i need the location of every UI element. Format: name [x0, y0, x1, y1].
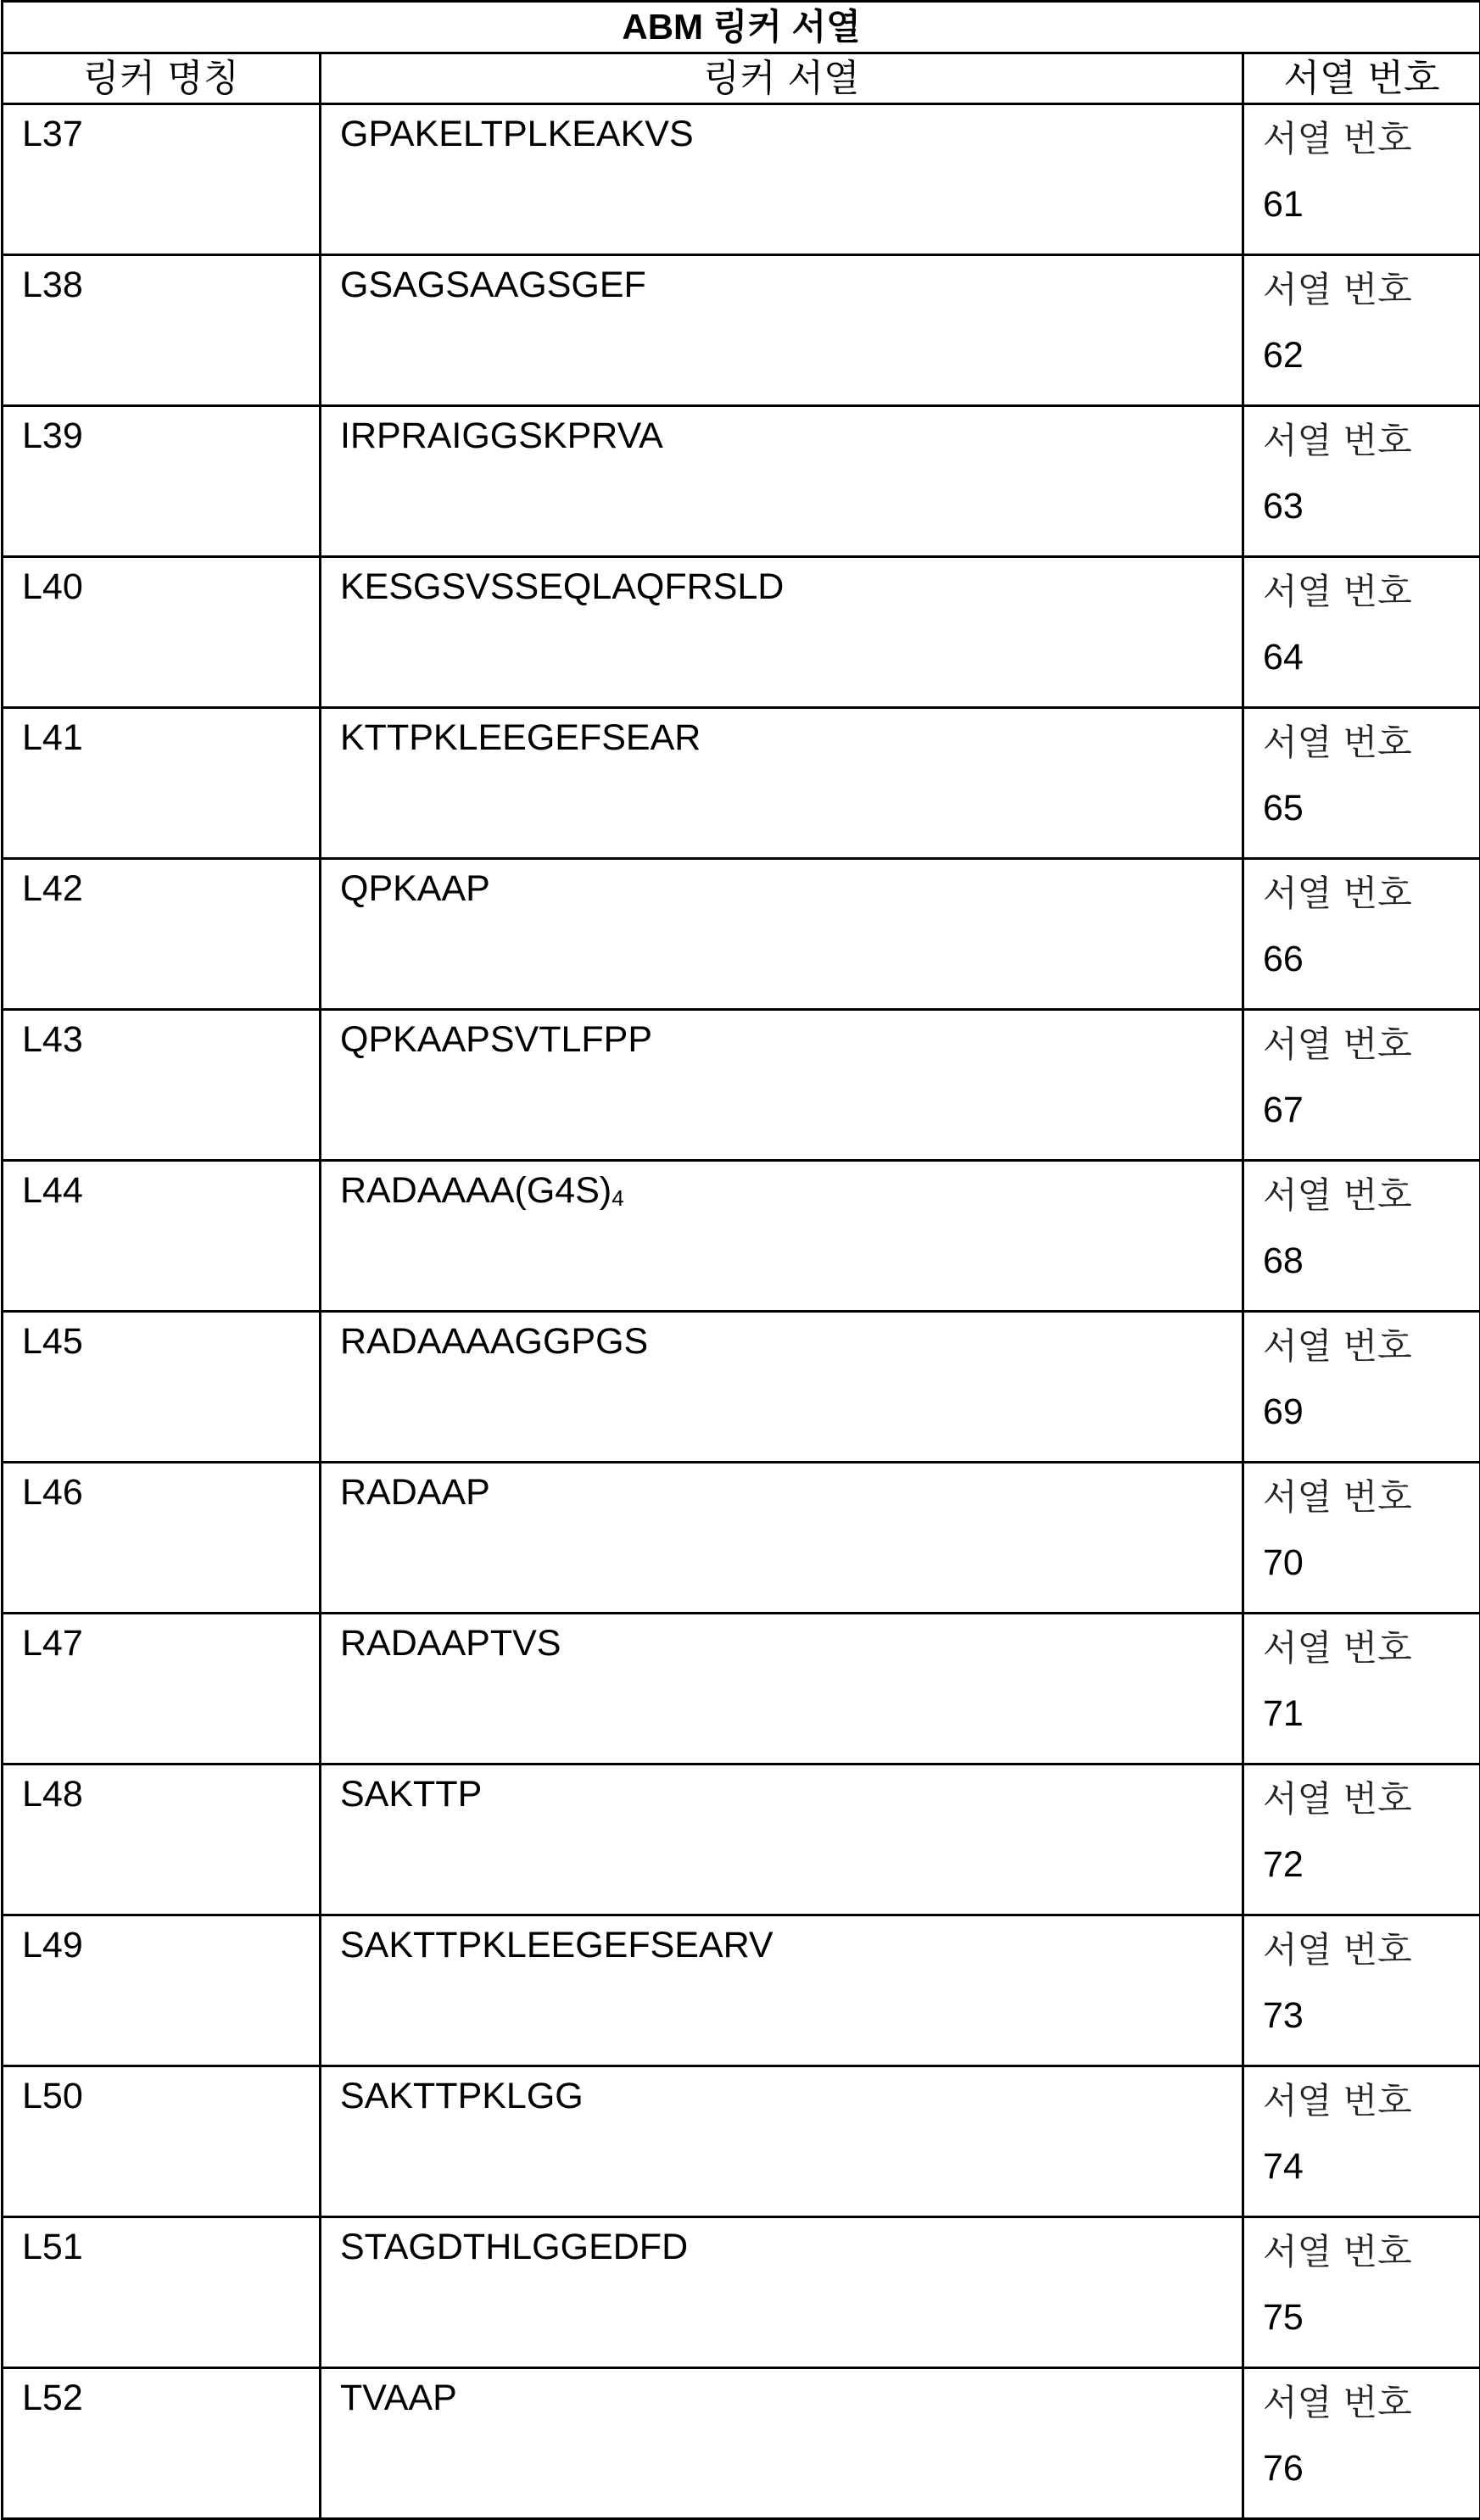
seq-id-number: 73 [1263, 1994, 1479, 2037]
seq-id-cell [1243, 1161, 1480, 1312]
linker-sequence-cell [321, 1915, 1243, 2066]
sequence-text: GSAGSAAGSGEF [340, 265, 646, 305]
seq-id-cell [1243, 1765, 1480, 1915]
header-linker-name: 링커 명칭 [3, 53, 321, 104]
linker-name: L40 [22, 566, 83, 607]
linker-sequence-cell [321, 1463, 1243, 1614]
seq-id-label: 서열 번호 [1263, 265, 1479, 315]
seq-id-cell [1243, 1010, 1480, 1161]
seq-id-cell [1243, 557, 1480, 708]
seq-id-number: 66 [1263, 938, 1479, 980]
table-row [3, 2066, 1480, 2217]
sequence-text: RADAAAAGGPGS [340, 1321, 648, 1362]
seq-id-cell [1243, 1614, 1480, 1765]
table-row [3, 1765, 1480, 1915]
linker-sequence-cell [321, 708, 1243, 859]
linker-name-cell [3, 1463, 321, 1614]
seq-id-label: 서열 번호 [1263, 1623, 1479, 1674]
sequence-text: TVAAP [340, 2378, 457, 2418]
linker-sequence-cell [321, 1161, 1243, 1312]
linker-name: L46 [22, 1472, 83, 1513]
linker-name-cell [3, 557, 321, 708]
linker-name-cell [3, 104, 321, 255]
seq-id-label: 서열 번호 [1263, 566, 1479, 617]
linker-name-cell [3, 255, 321, 406]
table-row [3, 2217, 1480, 2368]
seq-id-cell [1243, 1463, 1480, 1614]
linker-name: L47 [22, 1623, 83, 1664]
table-row [3, 1614, 1480, 1765]
seq-id-number: 76 [1263, 2447, 1479, 2489]
linker-name: L48 [22, 1774, 83, 1815]
table-row [3, 2368, 1480, 2519]
linker-name: L42 [22, 868, 83, 909]
table-row [3, 1915, 1480, 2066]
sequence-text: KESGSVSSEQLAQFRSLD [340, 566, 784, 607]
sequence-text: IRPRAIGGSKPRVA [340, 415, 663, 456]
table-row [3, 255, 1480, 406]
seq-id-label: 서열 번호 [1263, 1170, 1479, 1221]
linker-name-cell [3, 2368, 321, 2519]
sequence-text: RADAAP [340, 1472, 490, 1513]
linker-sequence-cell [321, 104, 1243, 255]
table-row [3, 1312, 1480, 1463]
seq-id-number: 71 [1263, 1692, 1479, 1735]
sequence-text: SAKTTPKLEEGEFSEARV [340, 1925, 774, 1965]
linker-name-cell [3, 2217, 321, 2368]
seq-id-cell [1243, 2368, 1480, 2519]
seq-id-label: 서열 번호 [1263, 2076, 1479, 2127]
seq-id-number: 75 [1263, 2296, 1479, 2339]
seq-id-number: 65 [1263, 787, 1479, 829]
linker-sequence-cell [321, 1614, 1243, 1765]
header-linker-sequence: 링커 서열 [321, 53, 1243, 104]
seq-id-number: 67 [1263, 1089, 1479, 1131]
seq-id-number: 61 [1263, 183, 1479, 226]
table-row [3, 708, 1480, 859]
linker-name: L44 [22, 1170, 83, 1211]
linker-name: L51 [22, 2227, 83, 2267]
linker-name: L39 [22, 415, 83, 456]
sequence-text: GPAKELTPLKEAKVS [340, 114, 694, 154]
linker-name: L45 [22, 1321, 83, 1362]
linker-sequence-cell [321, 2217, 1243, 2368]
linker-sequence-cell [321, 2368, 1243, 2519]
linker-sequence-cell [321, 255, 1243, 406]
table-row [3, 557, 1480, 708]
linker-name-cell [3, 708, 321, 859]
seq-id-cell [1243, 859, 1480, 1010]
header-row [3, 53, 1480, 104]
seq-id-number: 62 [1263, 334, 1479, 376]
linker-name-cell [3, 406, 321, 557]
linker-name-cell [3, 1765, 321, 1915]
seq-id-label: 서열 번호 [1263, 2378, 1479, 2428]
table-row [3, 1463, 1480, 1614]
seq-id-label: 서열 번호 [1263, 1321, 1479, 1372]
linker-name-cell [3, 2066, 321, 2217]
seq-id-cell [1243, 104, 1480, 255]
sequence-text: RADAAPTVS [340, 1623, 561, 1664]
seq-id-cell [1243, 708, 1480, 859]
linker-sequence-cell [321, 859, 1243, 1010]
seq-id-label: 서열 번호 [1263, 1774, 1479, 1825]
linker-name: L49 [22, 1925, 83, 1965]
linker-sequence-cell [321, 557, 1243, 708]
sequence-text: SAKTTPKLGG [340, 2076, 584, 2116]
sequence-text: QPKAAP [340, 868, 490, 909]
sequence-text: QPKAAPSVTLFPP [340, 1019, 652, 1060]
linker-name-cell [3, 1915, 321, 2066]
linker-sequence-cell [321, 1010, 1243, 1161]
sequence-text: SAKTTP [340, 1774, 482, 1815]
table-row [3, 1161, 1480, 1312]
seq-id-number: 64 [1263, 636, 1479, 678]
linker-name: L50 [22, 2076, 83, 2116]
header-seq-id: 서열 번호 [1243, 53, 1480, 104]
linker-name-cell [3, 1010, 321, 1161]
seq-id-cell [1243, 1915, 1480, 2066]
seq-id-number: 68 [1263, 1240, 1479, 1282]
sequence-text: RADAAAA(G4S) [340, 1170, 612, 1211]
seq-id-cell [1243, 255, 1480, 406]
table-row [3, 859, 1480, 1010]
linker-name: L37 [22, 114, 83, 154]
seq-id-label: 서열 번호 [1263, 1019, 1479, 1070]
table-title-row [3, 2, 1480, 53]
linker-name: L38 [22, 265, 83, 305]
linker-sequence-cell [321, 1765, 1243, 1915]
seq-id-cell [1243, 1312, 1480, 1463]
seq-id-label: 서열 번호 [1263, 2227, 1479, 2277]
table-row [3, 104, 1480, 255]
seq-id-label: 서열 번호 [1263, 1472, 1479, 1523]
linker-name: L52 [22, 2378, 83, 2418]
seq-id-cell [1243, 2217, 1480, 2368]
linker-name: L41 [22, 717, 83, 758]
seq-id-label: 서열 번호 [1263, 415, 1479, 466]
seq-id-label: 서열 번호 [1263, 1925, 1479, 1976]
linker-sequence-cell [321, 2066, 1243, 2217]
table-title: ABM 링커 서열 [3, 2, 1480, 53]
seq-id-label: 서열 번호 [1263, 114, 1479, 164]
seq-id-number: 63 [1263, 485, 1479, 527]
linker-sequence-cell [321, 406, 1243, 557]
linker-table [1, 0, 1480, 2520]
linker-name-cell [3, 1614, 321, 1765]
linker-name-cell [3, 1312, 321, 1463]
linker-name: L43 [22, 1019, 83, 1060]
sequence-text: KTTPKLEEGEFSEAR [340, 717, 701, 758]
seq-id-cell [1243, 406, 1480, 557]
linker-sequence-cell [321, 1312, 1243, 1463]
seq-id-number: 74 [1263, 2145, 1479, 2188]
linker-name-cell [3, 1161, 321, 1312]
sequence-text: STAGDTHLGGEDFD [340, 2227, 688, 2267]
sequence-subscript: 4 [612, 1185, 623, 1211]
seq-id-number: 70 [1263, 1542, 1479, 1584]
seq-id-cell [1243, 2066, 1480, 2217]
seq-id-label: 서열 번호 [1263, 717, 1479, 768]
seq-id-number: 69 [1263, 1391, 1479, 1433]
seq-id-label: 서열 번호 [1263, 868, 1479, 919]
seq-id-number: 72 [1263, 1843, 1479, 1886]
linker-name-cell [3, 859, 321, 1010]
table-row [3, 406, 1480, 557]
table-row [3, 1010, 1480, 1161]
